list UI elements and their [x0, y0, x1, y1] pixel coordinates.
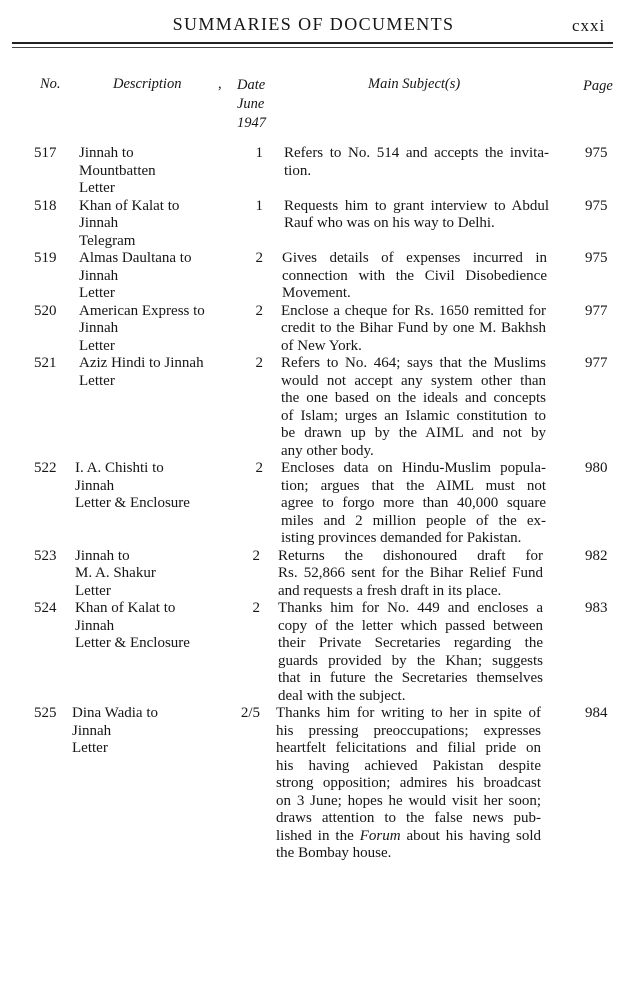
entry-date: 1 — [255, 197, 263, 214]
entry-subject-line: Gives details of expenses incurred in — [282, 250, 547, 266]
entry-description-line: Jinnah — [72, 722, 112, 739]
entry-description-line: American Express to — [79, 302, 205, 319]
entry-subject-line: connection with the Civil Disobedience — [282, 267, 547, 284]
entry-subject-line: on 3 June; hopes he would visit her soon; — [276, 792, 541, 809]
entry-subject-line: deal with the subject. — [278, 687, 406, 704]
entry-description — [79, 145, 244, 198]
entry-description-line: Jinnah to — [75, 547, 130, 564]
entry-description — [79, 198, 244, 251]
entry-description-line: Khan of Kalat to — [79, 197, 180, 214]
entry-subject — [281, 355, 546, 460]
entry-subject-line: tion. — [284, 162, 312, 179]
entry-date: 2 — [255, 250, 263, 266]
entry-description-line: Jinnah — [75, 477, 115, 494]
entry-subject-line: Requests him to grant interview to Abdul — [284, 197, 549, 214]
entry-subject-line: Enclose a cheque for Rs. 1650 remitted for — [281, 302, 546, 319]
entry-page: 980 — [585, 460, 608, 476]
entry-number: 525 — [34, 705, 57, 721]
entry-subject — [282, 250, 547, 303]
entry-subject-line: miles and 2 million people of the ex- — [281, 512, 546, 529]
column-header-date — [237, 76, 266, 133]
entry-date: 2 — [255, 460, 263, 476]
entry-date: 2 — [252, 547, 260, 564]
entry-date: 2/5 — [240, 705, 260, 721]
entry-subject-line: the Bombay house. — [276, 845, 392, 861]
entry-description-line: Letter & Enclosure — [75, 495, 190, 511]
entry-description-line: Khan of Kalat to — [75, 600, 176, 616]
entry-description-line: Jinnah to — [79, 145, 134, 161]
column-header-page: Page — [583, 78, 613, 94]
entry-subject-line: any other body. — [281, 442, 374, 459]
header-rule-thin — [12, 47, 613, 48]
entry-page: 983 — [585, 600, 608, 616]
entry-page: 982 — [585, 547, 608, 564]
column-header-date-line: 1947 — [237, 115, 266, 131]
entry-subject-line: of New York. — [281, 337, 362, 354]
entry-subject-line: strong opposition; admires his broadcast — [276, 775, 541, 791]
document-entry — [0, 145, 627, 198]
entry-subject-line: Returns the dishonoured draft for — [278, 547, 543, 564]
column-header-description: Description — [113, 76, 182, 92]
entry-description — [72, 705, 237, 758]
document-list — [0, 145, 627, 863]
entry-subject-line: that in future the Secretaries themselves — [278, 670, 543, 686]
entry-subject-line: would not accept any system other than — [281, 372, 546, 389]
entry-subject-line: agree to forgo more than 40,000 square — [281, 495, 546, 511]
document-entry — [0, 548, 627, 601]
document-entry — [0, 198, 627, 251]
column-header-no: No. — [40, 76, 61, 92]
entry-subject-line: Thanks him for No. 449 and encloses a — [278, 600, 543, 616]
entry-subject-line: the one based on the ideals and concepts — [281, 390, 546, 406]
entry-subject-line: Refers to No. 464; says that the Muslims — [281, 355, 546, 371]
entry-date: 2 — [255, 355, 263, 371]
entry-description — [75, 600, 240, 653]
entry-subject-line: Encloses data on Hindu-Muslim popula- — [281, 460, 546, 476]
entry-description — [79, 250, 244, 303]
entry-number: 524 — [34, 600, 57, 616]
entry-subject — [278, 600, 543, 705]
entry-subject-line: his pressing preoccupations; expresses — [276, 722, 541, 739]
entry-subject — [276, 705, 541, 863]
entry-description-line: Telegram — [79, 232, 136, 249]
entry-description-line: Mountbatten — [79, 162, 156, 179]
entry-description — [79, 355, 244, 390]
page-number: cxxi — [572, 16, 606, 35]
entry-subject-line: copy of the letter which passed between — [278, 617, 543, 634]
entry-date: 2 — [255, 302, 263, 319]
entry-description — [75, 460, 240, 513]
entry-subject-line: be drawn up by the AIML and not by — [281, 425, 546, 441]
entry-subject-line: Rauf who was on his way to Delhi. — [284, 215, 495, 231]
entry-description-line: Jinnah — [79, 320, 119, 336]
entry-subject-line: lished in the Forum about his having sold — [276, 827, 541, 844]
entry-page: 984 — [585, 705, 608, 721]
entry-description-line: Letter & Enclosure — [75, 635, 190, 651]
document-entry — [0, 600, 627, 705]
entry-subject — [281, 303, 546, 356]
entry-date: 2 — [252, 600, 260, 616]
entry-description-line: M. A. Shakur — [75, 565, 156, 581]
document-entry — [0, 303, 627, 356]
entry-number: 518 — [34, 197, 57, 214]
column-header-date-line: June — [237, 96, 265, 112]
document-entry — [0, 705, 627, 863]
column-header-date-line: Date — [237, 77, 266, 93]
document-entry — [0, 460, 627, 548]
entry-description-line: Letter — [72, 740, 108, 756]
entry-subject-line: tion; argues that the AIML must not — [281, 477, 546, 494]
entry-number: 523 — [34, 547, 57, 564]
document-entry — [0, 355, 627, 460]
entry-subject-line: heartfelt felicitations and filial pride on — [276, 740, 541, 756]
entry-subject-line: his having achieved Pakistan despite — [276, 757, 541, 774]
entry-description-line: Jinnah — [79, 267, 119, 284]
entry-subject-line: guards provided by the Khan; suggests — [278, 652, 543, 669]
running-title: SUMMARIES OF DOCUMENTS — [172, 14, 455, 34]
entry-subject-line: Movement. — [282, 285, 351, 301]
entry-subject-line: of Islam; urges an Islamic constitution to — [281, 407, 546, 424]
entry-number: 519 — [34, 250, 57, 266]
entry-page: 975 — [585, 197, 608, 214]
entry-subject-line: Refers to No. 514 and accepts the invita- — [284, 145, 549, 161]
entry-page: 977 — [585, 355, 608, 371]
entry-description-line: Letter — [79, 285, 115, 301]
entry-number: 521 — [34, 355, 57, 371]
entry-description-line: Almas Daultana to — [79, 250, 192, 266]
entry-subject-line: and requests a fresh draft in its place. — [278, 582, 502, 599]
entry-description-line: Letter — [75, 582, 111, 599]
entry-description-line: Jinnah — [79, 215, 119, 231]
entry-subject — [284, 145, 549, 180]
document-entry — [0, 250, 627, 303]
entry-page: 977 — [585, 302, 608, 319]
entry-description-line: Letter — [79, 180, 115, 196]
entry-subject-line: Rs. 52,866 sent for the Bihar Relief Fund — [278, 565, 543, 581]
entry-page: 975 — [585, 250, 608, 266]
entry-description-line: Aziz Hindi to Jinnah — [79, 355, 204, 371]
column-header-subject: Main Subject(s) — [368, 76, 461, 92]
entry-subject-line: isting provinces demanded for Pakistan. — [281, 530, 522, 546]
entry-number: 517 — [34, 145, 57, 161]
entry-subject-line: Thanks him for writing to her in spite of — [276, 705, 541, 721]
entry-date: 1 — [255, 145, 263, 161]
entry-description — [75, 548, 240, 601]
entry-page: 975 — [585, 145, 608, 161]
entry-description-line: Jinnah — [75, 617, 115, 634]
entry-number: 522 — [34, 460, 57, 476]
entry-subject-line: their Private Secretaries regarding the — [278, 635, 543, 651]
entry-subject — [284, 198, 549, 233]
entry-description — [79, 303, 244, 356]
entry-subject — [281, 460, 546, 548]
column-header-comma: , — [218, 76, 222, 92]
entry-subject-line: credit to the Bihar Fund by one M. Bakhsh — [281, 320, 546, 336]
entry-description-line: Dina Wadia to — [72, 705, 158, 721]
entry-subject — [278, 548, 543, 601]
entry-description-line: Letter — [79, 372, 115, 389]
header-rule — [12, 42, 613, 44]
entry-number: 520 — [34, 302, 57, 319]
entry-subject-line: draws attention to the false news pub- — [276, 810, 541, 826]
entry-description-line: Letter — [79, 337, 115, 354]
entry-description-line: I. A. Chishti to — [75, 460, 164, 476]
